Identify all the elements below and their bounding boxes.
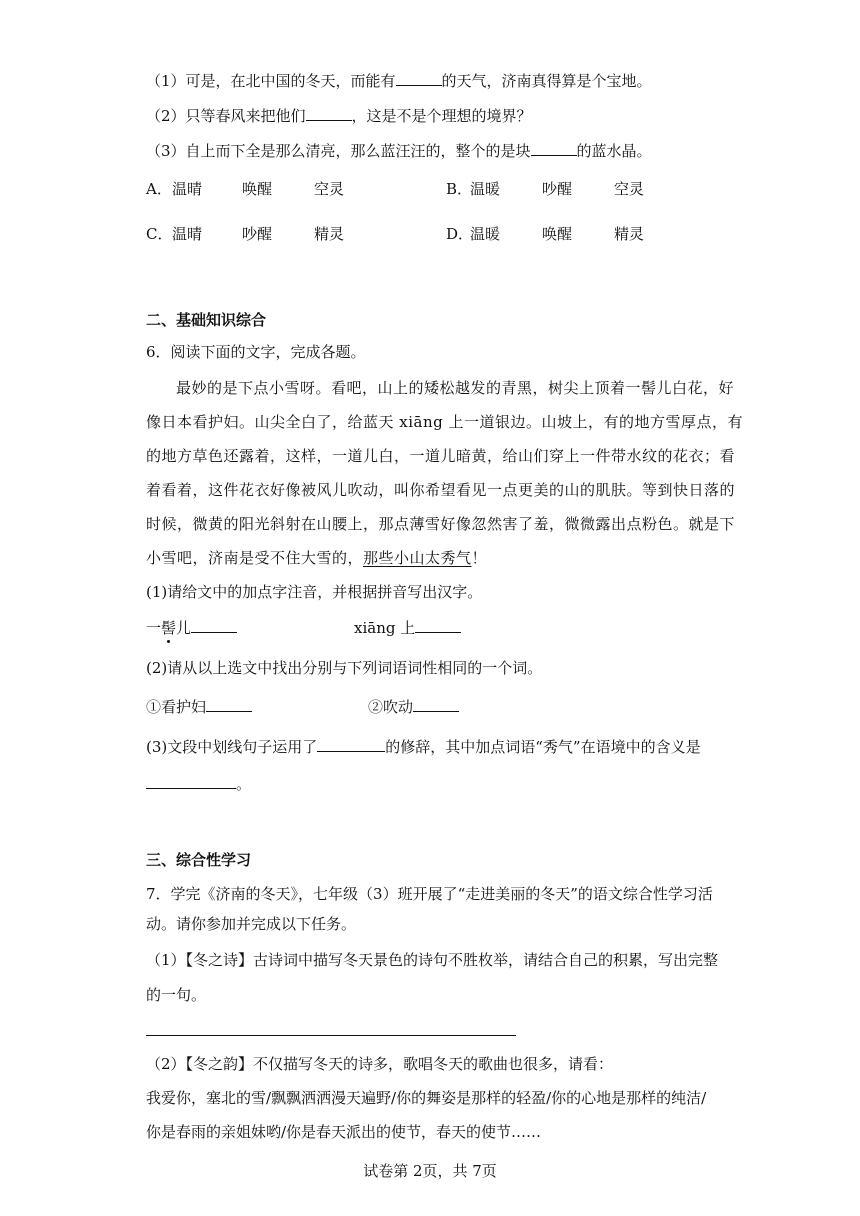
answer-blank[interactable]: [306, 106, 352, 121]
answer-blank[interactable]: [146, 774, 236, 789]
q6-sub1-item-a: 一髻儿: [146, 618, 237, 638]
q6-sub3-cont: 。: [146, 774, 251, 794]
section-2-title: 二、基础知识综合: [146, 311, 267, 329]
q5-sentence-3: （3）自上而下全是那么清亮，那么蓝汪汪的，整个的是块 的蓝水晶。: [146, 142, 652, 160]
song-lyrics-line: 你是春雨的亲姐妹哟/你是春天派出的使节，春天的使节……: [146, 1123, 542, 1141]
q6-passage-line: 的地方草色还露着，这样，一道儿白，一道儿暗黄，给山们穿上一件带水纹的花衣；看: [146, 447, 736, 465]
song-lyrics-line: 我爱你，塞北的雪/飘飘洒洒漫天遍野/你的舞姿是那样的轻盈/你的心地是那样的纯洁/: [146, 1089, 707, 1107]
q6-passage-line: 小雪吧，济南是受不住大雪的，那些小山太秀气！: [146, 549, 488, 567]
answer-blank[interactable]: [317, 737, 385, 752]
q6-sub3: (3)文段中划线句子运用了 的修辞，其中加点词语“秀气”在语境中的含义是: [146, 738, 701, 756]
answer-blank[interactable]: [206, 697, 252, 712]
q6-sub1: (1)请给文中的加点字注音，并根据拼音写出汉字。: [146, 583, 483, 601]
q7-task-1: （1）【冬之诗】古诗词中描写冬天景色的诗句不胜枚举，请结合自己的积累，写出完整: [146, 951, 719, 969]
q6-sub1-item-b: xiāng 上: [354, 618, 461, 638]
q7-intro-line: 7．学完《济南的冬天》，七年级（3）班开展了“走进美丽的冬天”的语文综合性学习活: [146, 885, 713, 903]
q7-task-1-cont: 的一句。: [146, 986, 207, 1004]
answer-line[interactable]: [146, 1035, 516, 1036]
answer-blank[interactable]: [415, 618, 461, 633]
q6-passage-line: 像日本看护妇。山尖全白了，给蓝天 xiāng 上一道银边。山坡上，有的地方雪厚点，有: [146, 413, 744, 431]
q7-intro-line: 动。请你参加并完成以下任务。: [146, 915, 357, 933]
q6-sub2-item-a: ①看护妇: [146, 697, 252, 717]
q6-sub2-item-b: ②吹动: [368, 697, 459, 717]
q6-passage-line: 时候，微黄的阳光斜射在山腰上，那点薄雪好像忽然害了羞，微微露出点粉色。就是下: [146, 515, 736, 533]
answer-blank[interactable]: [396, 71, 442, 86]
q5-sentence-2: （2）只等春风来把他们 ，这是不是个理想的境界？: [146, 107, 532, 125]
q6-sub2: (2)请从以上选文中找出分别与下列词语词性相同的一个词。: [146, 659, 543, 677]
q7-task-2: （2）【冬之韵】不仅描写冬天的诗多，歌唱冬天的歌曲也很多，请看：: [146, 1055, 614, 1073]
page-footer: 试卷第 2页，共 7页: [363, 1162, 497, 1180]
q6-passage-line: 最妙的是下点小雪呀。看吧，山上的矮松越发的青黑，树尖上顶着一髻儿白花，好: [176, 379, 735, 397]
section-3-title: 三、综合性学习: [146, 851, 252, 869]
answer-blank[interactable]: [191, 618, 237, 633]
q5-sentence-1: （1）可是，在北中国的冬天，而能有 的天气，济南真得算是个宝地。: [146, 72, 652, 90]
answer-blank[interactable]: [413, 697, 459, 712]
answer-blank[interactable]: [531, 141, 577, 156]
q6-stem: 6．阅读下面的文字，完成各题。: [146, 343, 366, 361]
q6-passage-line: 着看着，这件花衣好像被风儿吹动，叫你希望看见一点更美的山的肌肤。等到快日落的: [146, 481, 736, 499]
underlined-sentence: 那些小山太秀气: [363, 549, 472, 567]
